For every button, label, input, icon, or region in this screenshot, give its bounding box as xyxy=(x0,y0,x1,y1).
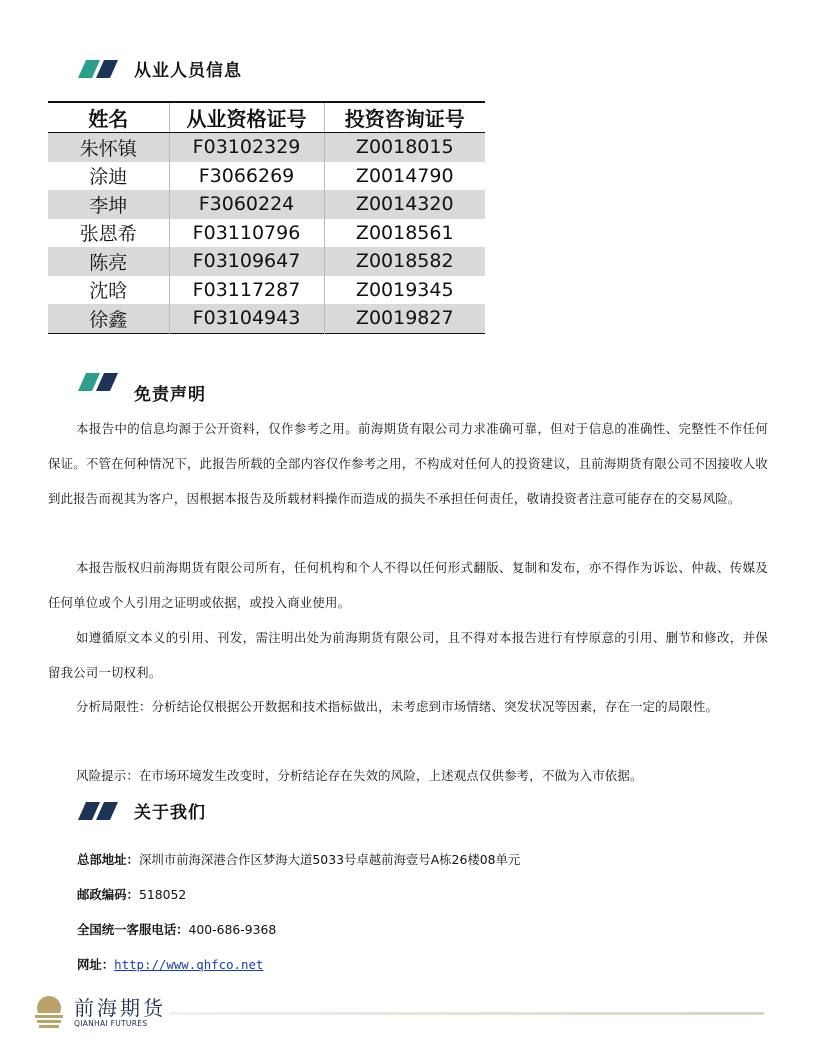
disclaimer-paragraph: 本报告版权归前海期货有限公司所有，任何机构和个人不得以任何形式翻版、复制和发布，亦不得作为诉讼、仲裁、传媒及任何单位或个人引用之证明或依据，或投入商业使用。 xyxy=(48,560,768,610)
disclaimer-paragraph: 风险提示：在市场环境发生改变时，分析结论存在失效的风险，上述观点仅供参考，不做为入市依据。 xyxy=(76,768,643,783)
table-row xyxy=(48,190,485,219)
contact-postcode xyxy=(77,885,186,903)
cell-consult-license: Z0019345 xyxy=(324,276,485,305)
contact-hotline xyxy=(77,920,276,938)
cell-name: 徐鑫 xyxy=(48,304,169,333)
address-label: 总部地址： xyxy=(77,852,139,867)
section-title-staff: 从业人员信息 xyxy=(134,61,242,81)
disclaimer-paragraph: 本报告中的信息均源于公开资料，仅作参考之用。前海期货有限公司力求准确可靠，但对于信息的准确性、完整性不作任何保证。不管在何种情况下，此报告所载的全部内容仅作参考之用，不构成对任何人的投资建议，且前海期货有限公司不因接收人收到此报告而视其为客户，因根据本报告及所载材料操作而造成的损失不承担任何责任，敬请投资者注意可能存在的交易风险。 xyxy=(48,421,768,506)
table-header-row xyxy=(48,102,485,133)
cell-consult-license: Z0019827 xyxy=(324,304,485,333)
section-bars-icon xyxy=(78,60,122,78)
hotline-label: 全国统一客服电话： xyxy=(77,922,189,937)
section-header-disclaimer xyxy=(78,358,206,405)
cell-license: F03104943 xyxy=(169,304,324,333)
header-consult-license: 投资咨询证号 xyxy=(324,102,485,133)
cell-consult-license: Z0018582 xyxy=(324,247,485,276)
company-logo xyxy=(30,993,166,1031)
cell-license: F03109647 xyxy=(169,247,324,276)
section-header-staff xyxy=(78,56,242,81)
cell-license: F03102329 xyxy=(169,133,324,162)
logo-english-name: QIANHAI FUTURES xyxy=(74,1018,148,1028)
postcode-value: 518052 xyxy=(138,887,187,902)
cell-license: F03117287 xyxy=(169,276,324,305)
cell-name: 涂迪 xyxy=(89,166,128,189)
section-bars-icon xyxy=(78,373,122,391)
address-value: 深圳市前海深港合作区梦海大道5033号卓越前海壹号A栋26楼08单元 xyxy=(138,852,521,867)
cell-name: 朱怀镇 xyxy=(48,133,169,162)
section-header-about xyxy=(78,798,206,823)
table-row xyxy=(48,304,485,333)
section-bars-icon xyxy=(78,802,122,820)
staff-table xyxy=(48,101,485,334)
footer-divider xyxy=(170,1012,764,1015)
table-row xyxy=(48,276,485,305)
contact-address xyxy=(77,850,520,868)
section-title-about: 关于我们 xyxy=(134,803,206,823)
table-row xyxy=(48,162,485,191)
table-row xyxy=(48,133,485,162)
section-title-disclaimer: 免责声明 xyxy=(134,385,206,405)
disclaimer-paragraph: 如遵循原文本义的引用、刊发，需注明出处为前海期货有限公司，且不得对本报告进行有悖原意的引用、删节和修改，并保留我公司一切权利。 xyxy=(48,630,768,680)
website-label: 网址： xyxy=(77,957,115,972)
cell-name: 沈晗 xyxy=(89,280,128,303)
logo-chinese-name: 前海期货 xyxy=(74,995,166,1020)
table-row xyxy=(48,247,485,276)
contact-website xyxy=(77,955,263,973)
disclaimer-paragraph: 分析局限性：分析结论仅根据公开数据和技术指标做出，未考虑到市场情绪、突发状况等因素，存在一定的局限性。 xyxy=(76,699,719,714)
cell-license: F03110796 xyxy=(169,219,324,248)
header-name: 姓名 xyxy=(48,102,169,133)
cell-license: F3066269 xyxy=(169,162,324,191)
cell-license: F3060224 xyxy=(169,190,324,219)
header-license: 从业资格证号 xyxy=(169,102,324,133)
postcode-label: 邮政编码： xyxy=(77,887,139,902)
hotline-value: 400-686-9368 xyxy=(188,922,277,937)
logo-emblem-icon xyxy=(30,993,68,1031)
cell-name: 李坤 xyxy=(48,190,169,219)
cell-name: 陈亮 xyxy=(48,247,169,276)
cell-consult-license: Z0018015 xyxy=(324,133,485,162)
website-link[interactable]: http://www.qhfco.net xyxy=(114,957,264,972)
cell-consult-license: Z0014790 xyxy=(324,162,485,191)
cell-consult-license: Z0014320 xyxy=(324,190,485,219)
cell-name: 张恩希 xyxy=(79,223,137,246)
cell-consult-license: Z0018561 xyxy=(324,219,485,248)
table-row xyxy=(48,219,485,248)
